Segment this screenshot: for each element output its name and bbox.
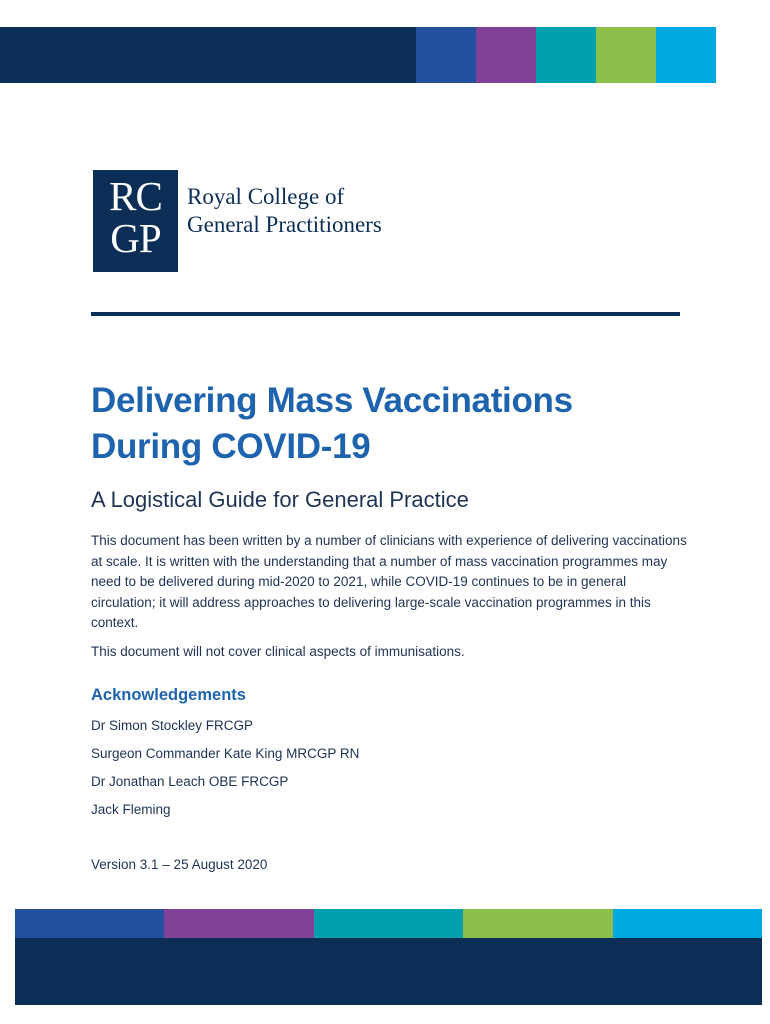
document-subtitle: A Logistical Guide for General Practice [91, 487, 469, 512]
top-band-navy-block [0, 27, 416, 83]
title-line1: Delivering Mass Vaccinations [91, 381, 573, 420]
intro-paragraph-1: This document has been written by a number of clinicians with experience of delivering vaccinations at scale. It is written with the understanding that a number of mass vaccination programmes may need to be delivered during mid-2020 to 2021, while COVID-19 continues to be in general circulation; it will address approaches to delivering large-scale vaccination programmes in this context. [91, 533, 687, 630]
top-band-cyan-swatch [656, 27, 716, 83]
title-line2: During COVID-19 [91, 427, 371, 466]
list-item: Dr Simon Stockley FRCGP [91, 718, 254, 733]
logo-mark-line1: RC [109, 173, 162, 219]
list-item: Jack Fleming [91, 802, 171, 817]
bottom-teal-swatch [314, 909, 463, 938]
top-band-purple-swatch [476, 27, 536, 83]
bottom-green-swatch [463, 909, 612, 938]
top-band-teal-swatch [536, 27, 596, 83]
bottom-blue-swatch [15, 909, 164, 938]
logo-name-line2: General Practitioners [187, 212, 382, 237]
rcgp-logo [93, 170, 382, 272]
bottom-navy-band [15, 938, 762, 1005]
intro-paragraph-2: This document will not cover clinical aspects of immunisations. [91, 643, 465, 659]
bottom-cyan-swatch [613, 909, 762, 938]
list-item: Surgeon Commander Kate King MRCGP RN [91, 746, 360, 761]
logo-mark-line2: GP [110, 215, 161, 261]
acknowledgements-heading: Acknowledgements [91, 686, 246, 704]
bottom-purple-swatch [164, 909, 313, 938]
logo-organisation-name [187, 183, 382, 239]
acknowledgements-list [91, 716, 359, 828]
document-title [91, 378, 691, 470]
top-band-green-swatch [596, 27, 656, 83]
top-band-blue-swatch [416, 27, 476, 83]
intro-text [91, 531, 691, 670]
rcgp-logo-mark [93, 170, 178, 272]
version-info: Version 3.1 – 25 August 2020 [91, 857, 268, 872]
top-color-band [0, 27, 716, 83]
logo-name-line1: Royal College of [187, 184, 345, 209]
list-item: Dr Jonathan Leach OBE FRCGP [91, 774, 289, 789]
bottom-color-stripes [15, 909, 762, 938]
header-divider [91, 312, 680, 316]
